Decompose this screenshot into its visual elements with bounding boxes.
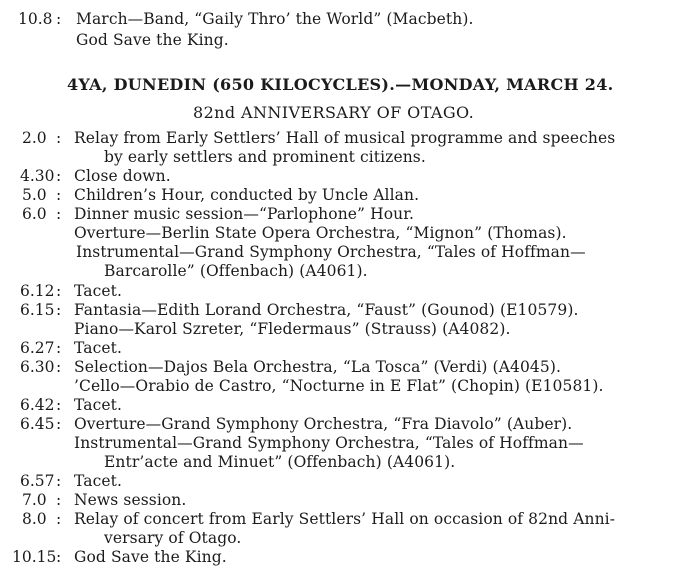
intro-item: March—Band, “Gaily Thro’ the World” (Macbeth).: [76, 10, 474, 28]
colon: :: [56, 358, 62, 376]
colon: :: [56, 548, 62, 566]
program-subitem: ’Cello—Orabio de Castro, “Nocturne in E Flat” (Chopin) (E10581).: [74, 377, 604, 395]
station-subheading: 82nd ANNIVERSARY OF OTAGO.: [193, 103, 475, 122]
program-subitem: Barcarolle” (Offenbach) (A4061).: [104, 262, 368, 280]
program-text: Children’s Hour, conducted by Uncle Allan.: [74, 186, 420, 204]
program-time: 6.15: [20, 301, 55, 319]
program-text: Close down.: [74, 167, 171, 185]
colon: :: [56, 472, 62, 490]
program-time: 8.0: [22, 510, 47, 528]
colon: :: [56, 10, 62, 28]
program-text: Selection—Dajos Bela Orchestra, “La Tosca” (Verdi) (A4045).: [74, 358, 562, 376]
colon: :: [56, 339, 62, 357]
program-text: Tacet.: [74, 472, 122, 490]
colon: :: [56, 205, 62, 223]
program-text: Tacet.: [74, 282, 122, 300]
program-continuation: by early settlers and prominent citizens.: [104, 148, 426, 166]
program-time: 6.42: [20, 396, 55, 414]
program-text: Relay of concert from Early Settlers’ Hall on occasion of 82nd Anni-: [74, 510, 616, 528]
program-time: 5.0: [22, 186, 47, 204]
program-time: 6.57: [20, 472, 55, 490]
program-text: Overture—Grand Symphony Orchestra, “Fra Diavolo” (Auber).: [74, 415, 573, 433]
colon: :: [56, 510, 62, 528]
program-time: 7.0: [22, 491, 47, 509]
colon: :: [56, 167, 62, 185]
program-time: 6.30: [20, 358, 55, 376]
intro-anthem: God Save the King.: [76, 31, 229, 49]
program-text: News session.: [74, 491, 187, 509]
station-heading: 4YA, DUNEDIN (650 KILOCYCLES).—MONDAY, MARCH 24.: [67, 75, 614, 94]
program-text: Tacet.: [74, 396, 122, 414]
program-subitem: Instrumental—Grand Symphony Orchestra, “Tales of Hoffman—: [74, 434, 584, 452]
program-subitem: Instrumental—Grand Symphony Orchestra, “Tales of Hoffman—: [76, 243, 586, 261]
colon: :: [56, 186, 62, 204]
program-subitem: Overture—Berlin State Opera Orchestra, “Mignon” (Thomas).: [74, 224, 567, 242]
program-time: 4.30: [20, 167, 55, 185]
program-time: 6.27: [20, 339, 55, 357]
program-time: 6.45: [20, 415, 55, 433]
program-time: 6.0: [22, 205, 47, 223]
program-text: Tacet.: [74, 339, 122, 357]
program-subitem: Entr’acte and Minuet” (Offenbach) (A4061).: [104, 453, 456, 471]
colon: :: [56, 282, 62, 300]
program-subitem: Piano—Karol Szreter, “Fledermaus” (Strauss) (A4082).: [74, 320, 511, 338]
program-text: Relay from Early Settlers’ Hall of musical programme and speeches: [74, 129, 616, 147]
program-text: God Save the King.: [74, 548, 227, 566]
colon: :: [56, 396, 62, 414]
program-time: 6.12: [20, 282, 55, 300]
colon: :: [56, 415, 62, 433]
program-text: Fantasia—Edith Lorand Orchestra, “Faust” (Gounod) (E10579).: [74, 301, 579, 319]
colon: :: [56, 129, 62, 147]
program-time: 2.0: [22, 129, 47, 147]
colon: :: [56, 491, 62, 509]
colon: :: [56, 301, 62, 319]
program-text: Dinner music session—“Parlophone” Hour.: [74, 205, 415, 223]
program-continuation: versary of Otago.: [104, 529, 242, 547]
intro-time: 10.8: [18, 10, 53, 28]
program-time: 10.15: [12, 548, 57, 566]
